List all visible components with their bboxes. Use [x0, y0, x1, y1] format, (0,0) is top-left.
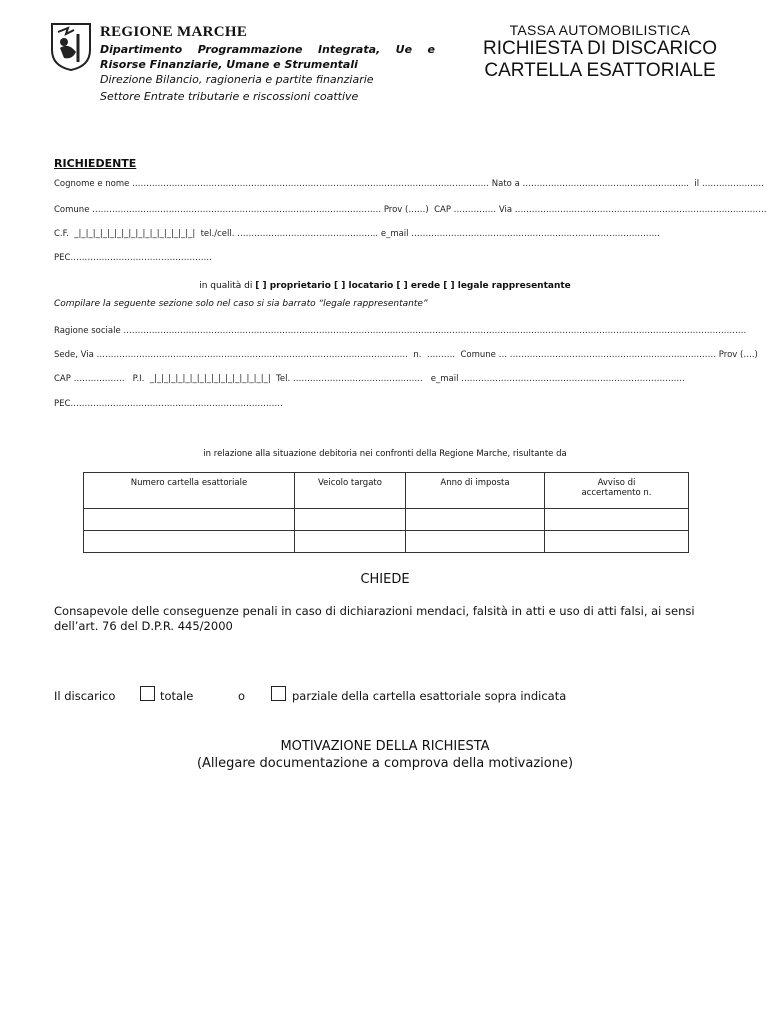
- table-cell[interactable]: [406, 509, 545, 531]
- table-cell[interactable]: [545, 509, 689, 531]
- col-header-anno-imposta: Anno di imposta: [406, 473, 545, 509]
- qualita-prefix: in qualità di: [199, 281, 256, 291]
- or-label: o: [238, 689, 246, 703]
- ragione-sociale-field[interactable]: Ragione sociale ……………………………………………………………………………………………………………………………..…………………………………………………………….…….: [54, 326, 747, 336]
- table-cell[interactable]: [545, 531, 689, 553]
- codice-fiscale-field[interactable]: C.F. _|_|_|_|_|_|_|_|_|_|_|_|_|_|_|_|_| tel./cell. …………….……..…………………….. e_mail ……………………..……..………………………………………………: [54, 229, 661, 239]
- sector: Settore Entrate tributarie e riscossioni coattive: [100, 90, 359, 103]
- qualita-line: [0, 281, 770, 291]
- cap-piva-field[interactable]: CAP ……………… P.I. _|_|_|_|_|_|_|_|_|_|_|_|_|_|_|_|_| Tel. …………………………………..….. e_mail ………………………………………………………………….…: [54, 374, 685, 384]
- direction: Direzione Bilancio, ragioneria e partite finanziarie: [100, 73, 374, 86]
- table-header-row: [84, 473, 689, 509]
- parziale-label: parziale della cartella esattoriale sopra indicata: [292, 689, 567, 703]
- pec-field[interactable]: PEC…………………………………………..: [54, 253, 212, 263]
- table-cell[interactable]: [295, 531, 406, 553]
- legale-pec-field[interactable]: PEC…………………………………………………………………: [54, 399, 283, 409]
- motivazione-block: [0, 738, 770, 772]
- cartelle-table: [83, 472, 689, 553]
- table-cell[interactable]: [295, 509, 406, 531]
- relazione-text: in relazione alla situazione debitoria nei confronti della Regione Marche, risultante da: [203, 449, 567, 459]
- regione-marche-logo-icon: [50, 22, 92, 72]
- table-cell[interactable]: [84, 531, 295, 553]
- table-cell[interactable]: [406, 531, 545, 553]
- qualita-options[interactable]: [ ] proprietario [ ] locatario [ ] erede [ ] legale rappresentante: [255, 281, 571, 291]
- totale-label: totale: [160, 689, 194, 703]
- title-line-1: RICHIESTA DI DISCARICO: [482, 38, 717, 59]
- col-header-numero-cartella: Numero cartella esattoriale: [84, 473, 295, 509]
- tax-label: TASSA AUTOMOBILISTICA: [509, 22, 691, 38]
- org-name: REGIONE MARCHE: [100, 24, 248, 40]
- table-row: [84, 531, 689, 553]
- totale-checkbox[interactable]: [140, 686, 155, 701]
- cognome-nome-field[interactable]: Cognome e nome ……………………………………………………………………………………………………………… Nato a ……………………………….…..…………….. il ……………….…: [54, 179, 765, 189]
- title-line-2: CARTELLA ESATTORIALE: [484, 60, 716, 81]
- col-header-avviso-accertamento: Avviso di accertamento n.: [545, 473, 689, 509]
- parziale-checkbox[interactable]: [271, 686, 286, 701]
- motivazione-heading: MOTIVAZIONE DELLA RICHIESTA: [280, 739, 490, 754]
- richiedente-heading: RICHIEDENTE: [54, 157, 137, 170]
- sede-field[interactable]: Sede, Via …………………………………………………………………………………..…………… n. ………. Comune … …………………………………………..……………..…… Prov (….): [54, 350, 758, 360]
- compilare-note: Compilare la seguente sezione solo nel caso si sia barrato “legale rappresentante”: [54, 299, 428, 309]
- table-row: [84, 509, 689, 531]
- col-header-veicolo-targato: Veicolo targato: [295, 473, 406, 509]
- discarico-label: Il discarico: [54, 689, 116, 703]
- document-heading: [450, 22, 750, 82]
- motivazione-subheading: (Allegare documentazione a comprova della motivazione): [196, 756, 574, 771]
- table-cell[interactable]: [84, 509, 295, 531]
- consapevole-text: Consapevole delle conseguenze penali in caso di dichiarazioni mendaci, falsità in atti e uso di atti falsi, ai sensi dell’art. 76 del D.P.R. 445/2000: [54, 604, 695, 633]
- department: Dipartimento Programmazione Integrata, Ue e Risorse Finanziarie, Umane e Strumentali: [100, 43, 435, 71]
- comune-field[interactable]: Comune ………………………………………………………………………………………… Prov (……) CAP …………… Via ……………………………………………………………………..………: [54, 205, 767, 215]
- chiede-heading: CHIEDE: [360, 572, 410, 587]
